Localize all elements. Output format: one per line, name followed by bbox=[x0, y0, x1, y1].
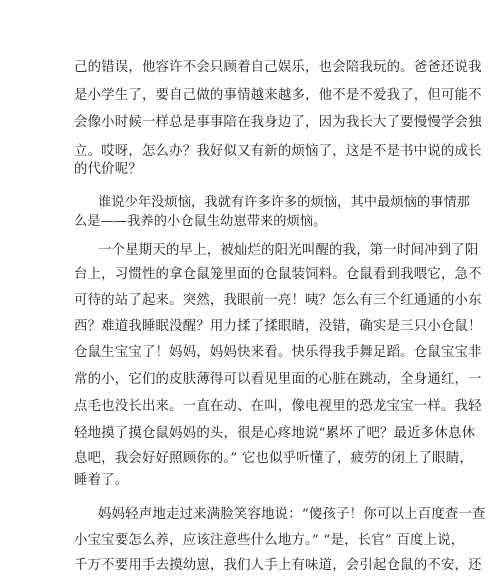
text-line: 轻地摸了摸仓鼠妈妈的头，很是心疼地说“累坏了吧？最近多休息休 bbox=[74, 426, 476, 441]
text-line: 点毛也没长出来。一直在动、在叫，像电视里的恐龙宝宝一样。我轻 bbox=[74, 399, 482, 414]
text-line: 是小学生了，要自己做的事情越来越多，他不是不爱我了，但可能不 bbox=[74, 88, 482, 103]
text-line: 么是——我养的小仓鼠生幼崽带来的烦恼。 bbox=[74, 214, 327, 229]
text-line: 台上，习惯性的拿仓鼠笼里面的仓鼠装饲料。仓鼠看到我喂它，急不 bbox=[74, 267, 482, 282]
text-line: 息吧，我会好好照顾你的。” 它也似乎听懂了，疲劳的闭上了眼睛， bbox=[74, 451, 473, 466]
paragraph-first-line: 谁说少年没烦恼，我就有许多许多的烦恼，其中最烦恼的事情那 bbox=[98, 195, 471, 210]
text-line: 小宝宝要怎么养，应该注意些什么地方。” “是，长官” 百度上说， bbox=[74, 533, 465, 548]
text-line: 可待的站了起来。突然，我眼前一亮！咦？怎么有三个红通通的小东 bbox=[74, 293, 482, 308]
text-line: 仓鼠生宝宝了！妈妈，妈妈快来看。快乐得我手舞足蹈。仓鼠宝宝非 bbox=[74, 345, 482, 360]
paragraph-first-line: 妈妈轻声地走过来满脸笑容地说：“傻孩子！你可以上百度查一查 bbox=[98, 507, 486, 522]
text-line: 会像小时候一样总是事事陪在我身边了，因为我长大了要慢慢学会独 bbox=[74, 115, 482, 130]
text-line: 己的错误，他容许不会只顾着自己娱乐，也会陪我玩的。爸爸还说我 bbox=[74, 60, 482, 75]
text-line: 千万不要用手去摸幼崽，我们人手上有味道，会引起仓鼠的不安，还 bbox=[74, 558, 482, 573]
paragraph-first-line: 一个星期天的早上，被灿烂的阳光叫醒的我，第一时间冲到了阳 bbox=[98, 243, 479, 258]
text-line: 睡着了。 bbox=[74, 473, 129, 488]
text-line: 西？难道我睡眠没醒？用力揉了揉眼睛，没错，确实是三只小仓鼠！ bbox=[74, 319, 482, 334]
text-line: 常的小，它们的皮肤薄得可以看见里面的心脏在跳动，全身通红，一 bbox=[74, 372, 482, 387]
text-line: 立。哎呀，怎么办？我好似又有新的烦恼了，这是不是书中说的成长 bbox=[74, 144, 482, 159]
text-line: 的代价呢？ bbox=[74, 162, 142, 177]
